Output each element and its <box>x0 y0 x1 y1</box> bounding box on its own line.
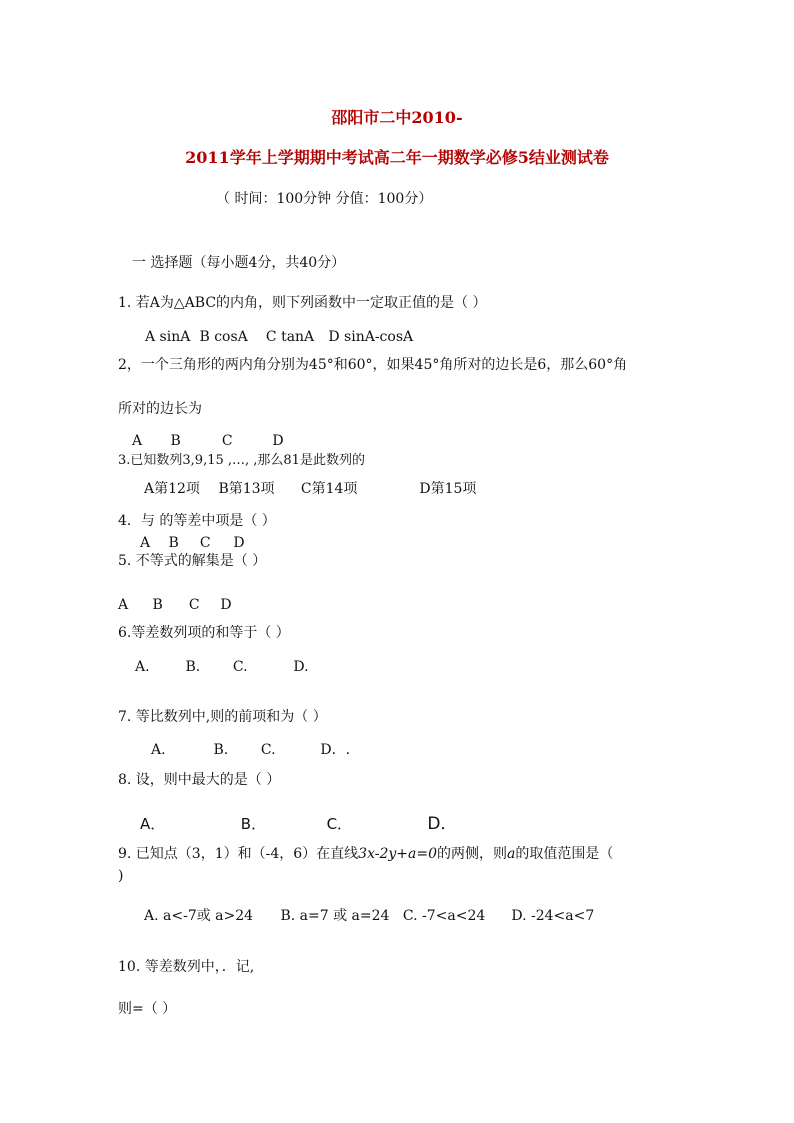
variable-a: a <box>507 846 516 862</box>
option-c[interactable]: C <box>199 535 211 551</box>
option-c[interactable]: C. <box>232 659 248 675</box>
option-a[interactable]: A. <box>135 659 150 675</box>
option-b[interactable]: B <box>170 433 181 449</box>
option-a[interactable]: A. <box>151 742 166 758</box>
option-c[interactable]: C <box>188 597 200 613</box>
title-line-1: 邵阳市二中2010- <box>331 108 463 127</box>
option-c[interactable]: C <box>221 433 233 449</box>
option-d[interactable]: D． <box>427 814 458 834</box>
option-c[interactable]: C. -7<a<24 <box>402 908 486 924</box>
question-5-options <box>118 596 232 614</box>
option-b[interactable]: B <box>152 597 163 613</box>
option-b[interactable]: B第13项 <box>218 481 275 497</box>
option-b[interactable]: B cosA <box>199 329 248 345</box>
option-d[interactable]: D <box>233 535 245 551</box>
option-a[interactable]: A <box>140 535 151 551</box>
question-9-stem-continued: ) <box>118 868 124 884</box>
option-b[interactable]: B. <box>185 659 201 675</box>
question-10-stem: 10. 等差数列中，．记, <box>118 959 255 975</box>
option-c[interactable]: C. <box>260 742 276 758</box>
option-c[interactable]: C第14项 <box>300 481 358 497</box>
option-b[interactable]: B. <box>213 742 229 758</box>
option-a[interactable]: A sinA <box>145 329 191 345</box>
question-7-options <box>151 741 350 759</box>
option-b[interactable]: B. a=7 或 a=24 <box>280 908 390 924</box>
option-c[interactable]: C tanA <box>265 329 315 345</box>
question-3-stem: 3.已知数列3,9,15 ,…, ,那么81是此数列的 <box>118 453 365 468</box>
question-5-stem: 5. 不等式的解集是（ ） <box>118 553 267 569</box>
question-6-stem: 6.等差数列项的和等于（ ） <box>118 625 290 641</box>
option-d[interactable]: D．. <box>320 742 351 758</box>
question-9-stem-text-end: 的取值范围是（ <box>515 846 614 862</box>
question-2-stem: 2，一个三角形的两内角分别为45°和60°，如果45°角所对的边长是6，那么60°角 <box>118 357 628 373</box>
option-a[interactable]: A. a<-7或 a>24 <box>144 908 254 924</box>
title-line-2: 2011学年上学期期中考试高二年一期数学必修5结业测试卷 <box>185 148 609 167</box>
option-b[interactable]: B <box>168 535 179 551</box>
option-d[interactable]: D. -24<a<7 <box>511 908 595 924</box>
option-b[interactable]: B． <box>240 815 267 833</box>
question-9-options <box>144 907 594 925</box>
question-8-options <box>140 815 457 833</box>
option-d[interactable]: D. <box>293 659 309 675</box>
section-heading: 一 选择题（每小题4分，共40分） <box>132 255 346 271</box>
option-d[interactable]: D <box>272 433 284 449</box>
option-a[interactable]: A <box>132 433 143 449</box>
option-a[interactable]: A第12项 <box>144 481 200 497</box>
option-a[interactable]: A <box>118 597 129 613</box>
option-c[interactable]: C． <box>326 815 353 833</box>
question-6-options <box>135 658 309 676</box>
option-d[interactable]: D <box>220 597 232 613</box>
question-1-stem: 1. 若A为△ABC的内角，则下列函数中一定取正值的是（ ） <box>118 295 487 311</box>
question-10-stem-continued: 则=（ ） <box>118 1001 177 1017</box>
exam-meta: （ 时间：100分钟 分值：100分） <box>216 191 433 207</box>
option-d[interactable]: D sinA-cosA <box>328 329 414 345</box>
line-equation: 3x-2y+a=0 <box>358 846 437 862</box>
question-9-stem <box>118 845 613 863</box>
question-3-options <box>144 480 476 498</box>
question-9-stem-text: 9. 已知点（3，1）和（-4，6）在直线 <box>118 846 359 862</box>
question-8-stem: 8. 设，则中最大的是（ ） <box>118 772 281 788</box>
question-1-options <box>145 328 413 346</box>
question-4-options <box>140 534 245 552</box>
question-2-stem-continued: 所对的边长为 <box>118 401 202 417</box>
question-9-stem-text-mid: 的两侧，则 <box>437 846 507 862</box>
question-2-options <box>132 432 284 450</box>
option-a[interactable]: A． <box>140 815 166 833</box>
option-d[interactable]: D第15项 <box>419 481 477 497</box>
question-4-stem: 4．与 的等差中项是（ ） <box>118 513 276 529</box>
question-7-stem: 7. 等比数列中,则的前项和为（ ） <box>118 709 327 725</box>
